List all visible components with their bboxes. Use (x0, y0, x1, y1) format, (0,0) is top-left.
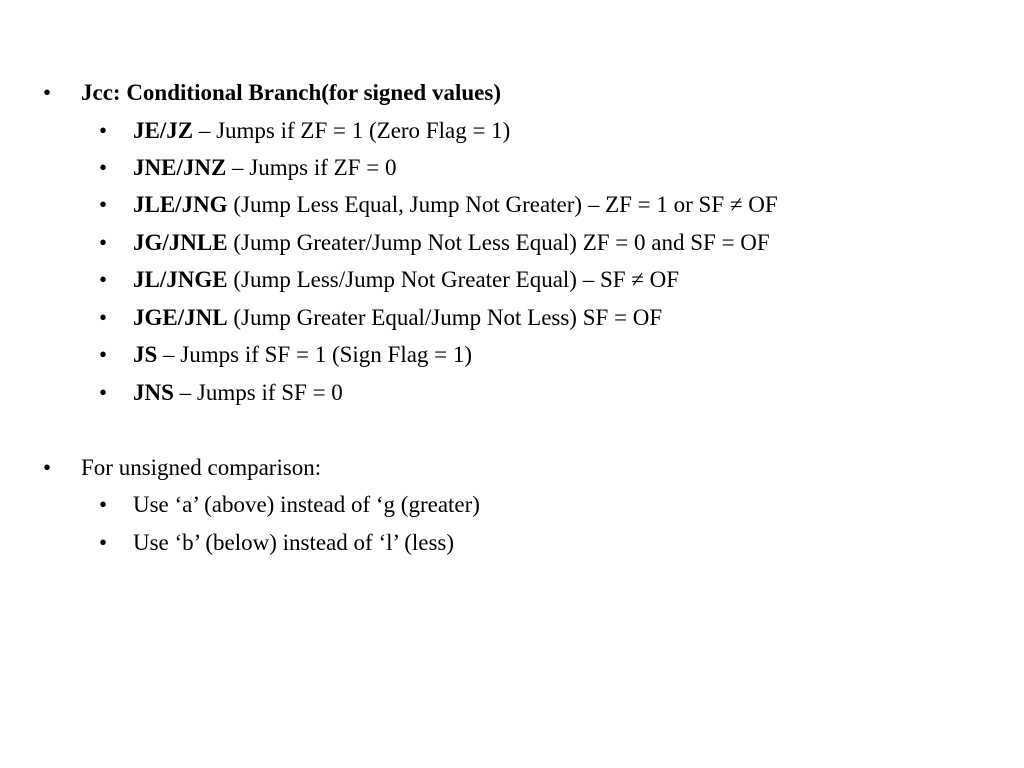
mnemonic: JGE/JNL (133, 305, 228, 330)
mnemonic: JNS (133, 380, 174, 405)
bullet: • (99, 342, 108, 367)
mnemonic: JNE/JNZ (133, 155, 227, 180)
bullet: • (99, 380, 108, 405)
bullet: • (99, 267, 108, 292)
mnemonic: JG/JNLE (133, 230, 228, 255)
heading-text: Jcc: Conditional Branch(for signed values) (81, 80, 501, 105)
bullet: • (99, 492, 108, 517)
description: (Jump Less Equal, Jump Not Greater) – ZF = 1 or SF ≠ OF (227, 192, 778, 217)
description: (Jump Greater Equal/Jump Not Less) SF = OF (227, 305, 663, 330)
description: (Jump Greater/Jump Not Less Equal) ZF = 0 and SF = OF (227, 230, 770, 255)
description: (Jump Less/Jump Not Greater Equal) – SF ≠ OF (227, 267, 680, 292)
bullet: • (99, 230, 108, 255)
description: – Jumps if ZF = 0 (226, 155, 397, 180)
description: – Jumps if SF = 1 (Sign Flag = 1) (157, 342, 473, 367)
bullet: • (99, 530, 108, 555)
mnemonic: JE/JZ (133, 118, 194, 143)
bullet: • (43, 80, 52, 105)
mnemonic: JL/JNGE (133, 267, 228, 292)
description: – Jumps if ZF = 1 (Zero Flag = 1) (193, 118, 511, 143)
bullet: • (43, 455, 52, 480)
bullet: • (99, 118, 108, 143)
mnemonic: JLE/JNG (133, 192, 228, 217)
heading-text: For unsigned comparison: (81, 455, 322, 480)
description: – Jumps if SF = 0 (173, 380, 343, 405)
description: Use ‘b’ (below) instead of ‘l’ (less) (133, 530, 455, 555)
description: Use ‘a’ (above) instead of ‘g (greater) (133, 492, 480, 517)
bullet: • (99, 192, 108, 217)
bullet: • (99, 155, 108, 180)
bullet: • (99, 305, 108, 330)
mnemonic: JS (133, 342, 158, 367)
